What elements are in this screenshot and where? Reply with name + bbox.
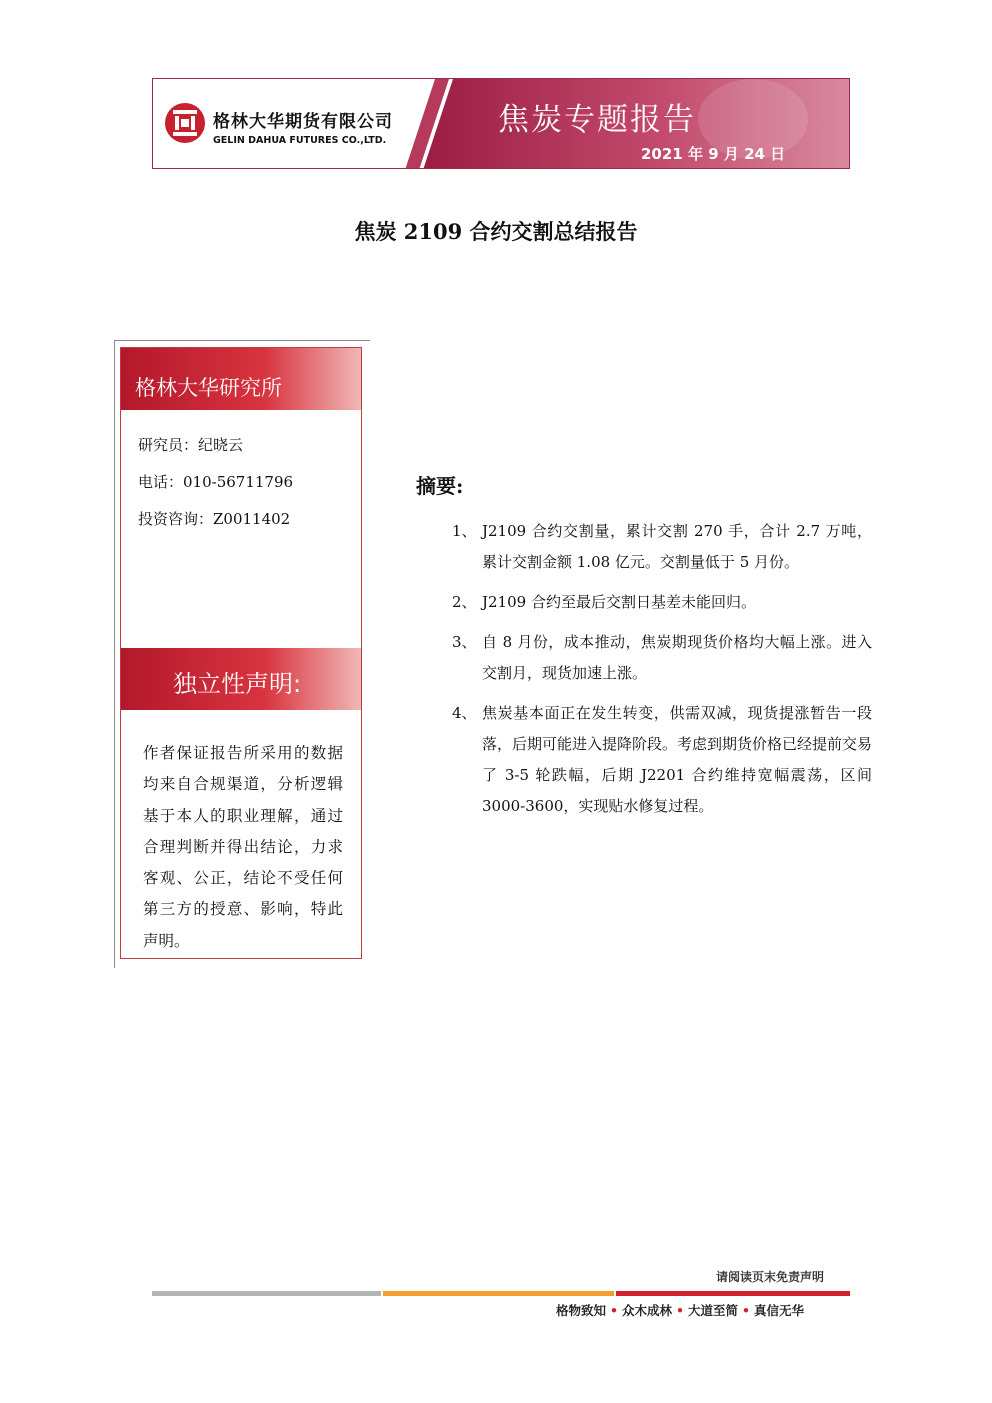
motto-phrase: 真信无华 bbox=[754, 1303, 805, 1318]
summary-item-number: 4、 bbox=[452, 704, 477, 722]
summary-item-text: 焦炭基本面正在发生转变，供需双减，现货提涨暂告一段落，后期可能进入提降阶段。考虑到期货价格已经提前交易了 3-5 轮跌幅，后期 J2201 合约维持宽幅震荡，区间 3000-3600，实现贴水修复过程。 bbox=[482, 704, 873, 815]
institute-name: 格林大华研究所 bbox=[135, 376, 282, 400]
summary-list bbox=[452, 516, 872, 831]
researcher-license: 投资咨询：Z0011402 bbox=[138, 510, 291, 528]
summary-item-number: 2、 bbox=[452, 593, 477, 611]
summary-item bbox=[452, 516, 872, 578]
summary-item-text: J2109 合约至最后交割日基差未能回归。 bbox=[482, 593, 756, 611]
motto-separator-dot: • bbox=[742, 1303, 751, 1318]
footer-bar-gray bbox=[152, 1291, 381, 1296]
institute-header bbox=[121, 348, 361, 410]
sidebar-frame-top-line bbox=[114, 340, 370, 341]
company-name-en: GELIN DAHUA FUTURES CO.,LTD. bbox=[213, 135, 387, 146]
summary-item-number: 3、 bbox=[452, 633, 477, 651]
summary-item bbox=[452, 587, 872, 618]
disclaimer-notice: 请阅读页末免责声明 bbox=[716, 1270, 825, 1284]
summary-item-text: 自 8 月份，成本推动，焦炭期现货价格均大幅上涨。进入交割月，现货加速上涨。 bbox=[482, 633, 872, 682]
motto-separator-dot: • bbox=[610, 1303, 619, 1318]
summary-item bbox=[452, 627, 872, 689]
motto-separator-dot: • bbox=[676, 1303, 685, 1318]
motto-phrase: 大道至简 bbox=[688, 1303, 739, 1318]
summary-heading: 摘要: bbox=[416, 474, 464, 498]
summary-item-text: J2109 合约交割量，累计交割 270 手，合计 2.7 万吨，累计交割金额 1.08 亿元。交割量低于 5 月份。 bbox=[482, 522, 872, 571]
company-name-cn: 格林大华期货有限公司 bbox=[213, 112, 393, 132]
report-type-title: 焦炭专题报告 bbox=[498, 102, 696, 138]
summary-item bbox=[452, 698, 872, 822]
sidebar-frame-left-line bbox=[114, 340, 115, 968]
company-motto bbox=[556, 1301, 804, 1319]
report-header-banner bbox=[152, 78, 850, 169]
research-info-sidebar bbox=[120, 347, 362, 959]
independence-statement-heading: 独立性声明: bbox=[173, 670, 302, 698]
footer-bar-red bbox=[616, 1291, 850, 1296]
researcher-phone: 电话：010-56711796 bbox=[138, 473, 294, 491]
footer-bar-orange bbox=[383, 1291, 614, 1296]
independence-statement-header bbox=[121, 648, 361, 710]
motto-phrase: 格物致知 bbox=[556, 1303, 607, 1318]
summary-item-number: 1、 bbox=[452, 522, 477, 540]
report-date: 2021 年 9 月 24 日 bbox=[641, 145, 786, 163]
independence-statement-text: 作者保证报告所采用的数据均来自合规渠道，分析逻辑基于本人的职业理解，通过合理判断并得出结论，力求客观、公正，结论不受任何第三方的授意、影响，特此声明。 bbox=[143, 744, 343, 950]
document-title: 焦炭 2109 合约交割总结报告 bbox=[354, 219, 638, 244]
researcher-name: 研究员：纪晓云 bbox=[138, 436, 244, 454]
company-logo-icon bbox=[163, 101, 207, 145]
motto-phrase: 众木成林 bbox=[622, 1303, 673, 1318]
